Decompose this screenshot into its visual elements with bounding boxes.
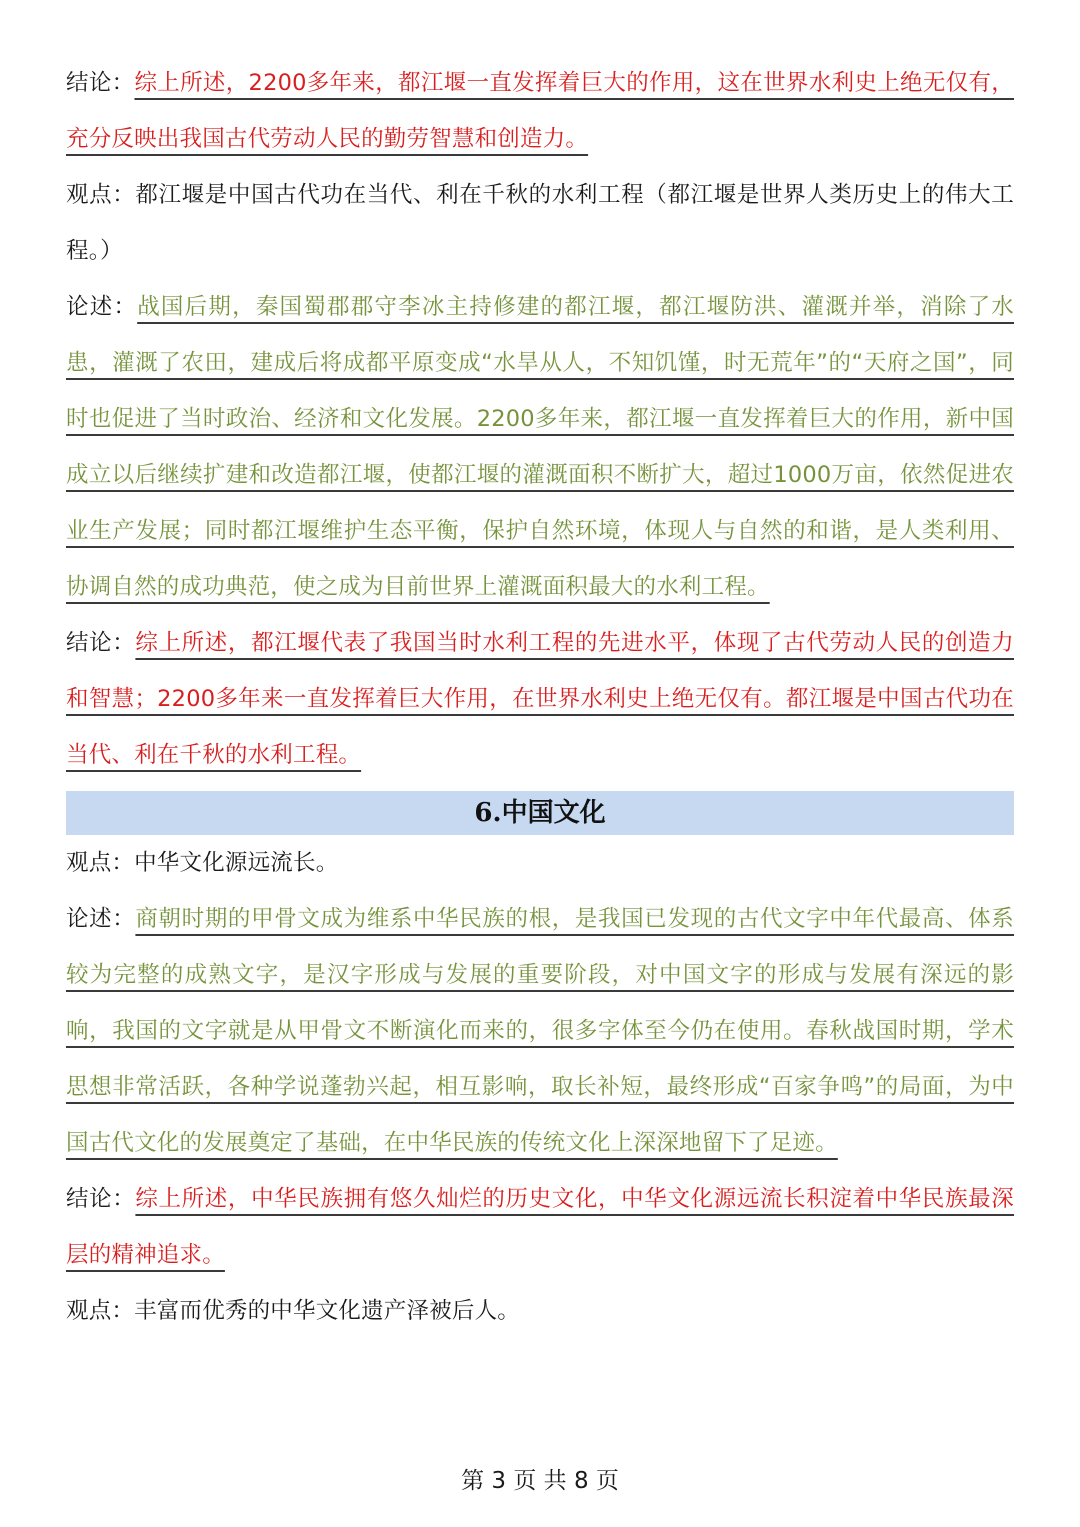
- viewpoint-paragraph: [66, 835, 1014, 891]
- argument-paragraph: [66, 279, 1014, 615]
- argument-text: 战国后期，秦国蜀郡郡守李冰主持修建的都江堰，都江堰防洪、灌溉并举，消除了水患，灌溉了农田，建成后将成都平原变成“水旱从人，不知饥馑，时无荒年”的“天府之国”，同时也促进了当时政治、经济和文化发展。2200多年来，都江堰一直发挥着巨大的作用，新中国成立以后继续扩建和改造都江堰，使都江堰的灌溉面积不断扩大，超过1000万亩，依然促进农业生产发展；同时都江堰维护生态平衡，保护自然环境，体现人与自然的和谐，是人类利用、协调自然的成功典范，使之成为目前世界上灌溉面积最大的水利工程。: [66, 294, 1014, 600]
- viewpoint-text: 都江堰是中国古代功在当代、利在千秋的水利工程（都江堰是世界人类历史上的伟大工程。）: [66, 182, 1014, 264]
- paragraph-label: 论述：: [66, 906, 136, 932]
- conclusion-text: 综上所述，中华民族拥有悠久灿烂的历史文化，中华文化源远流长积淀着中华民族最深层的精神追求。: [66, 1186, 1014, 1268]
- paragraph-label: 论述：: [66, 294, 138, 320]
- paragraph-label: 观点：: [66, 1298, 135, 1324]
- document-page: [66, 55, 1014, 1339]
- conclusion-paragraph: [66, 615, 1014, 783]
- viewpoint-text: 丰富而优秀的中华文化遗产泽被后人。: [134, 1298, 521, 1324]
- conclusion-text: 综上所述，2200多年来，都江堰一直发挥着巨大的作用，这在世界水利史上绝无仅有，充分反映出我国古代劳动人民的勤劳智慧和创造力。: [66, 70, 1015, 152]
- argument-paragraph: [66, 891, 1014, 1171]
- section-heading: 6.中国文化: [66, 791, 1014, 835]
- argument-text: 商朝时期的甲骨文成为维系中华民族的根，是我国已发现的古代文字中年代最高、体系较为完整的成熟文字，是汉字形成与发展的重要阶段，对中国文字的形成与发展有深远的影响，我国的文字就是从甲骨文不断演化而来的，很多字体至今仍在使用。春秋战国时期，学术思想非常活跃，各种学说蓬勃兴起，相互影响，取长补短，最终形成“百家争鸣”的局面，为中国古代文化的发展奠定了基础，在中华民族的传统文化上深深地留下了足迹。: [66, 906, 1014, 1156]
- paragraph-label: 结论：: [66, 1186, 136, 1212]
- viewpoint-text: 中华文化源远流长。: [134, 850, 339, 876]
- page-number-footer: 第 3 页 共 8 页: [461, 1468, 619, 1494]
- paragraph-label: 结论：: [66, 630, 136, 656]
- conclusion-paragraph: [66, 1171, 1014, 1283]
- paragraph-label: 观点：: [66, 182, 136, 208]
- paragraph-label: 观点：: [66, 850, 135, 876]
- conclusion-text: 综上所述，都江堰代表了我国当时水利工程的先进水平，体现了古代劳动人民的创造力和智慧；2200多年来一直发挥着巨大作用，在世界水利史上绝无仅有。都江堰是中国古代功在当代、利在千秋的水利工程。: [66, 630, 1014, 768]
- viewpoint-paragraph: [66, 1283, 1014, 1339]
- paragraph-label: 结论：: [66, 70, 135, 96]
- viewpoint-paragraph: [66, 167, 1014, 279]
- conclusion-paragraph: [66, 55, 1014, 167]
